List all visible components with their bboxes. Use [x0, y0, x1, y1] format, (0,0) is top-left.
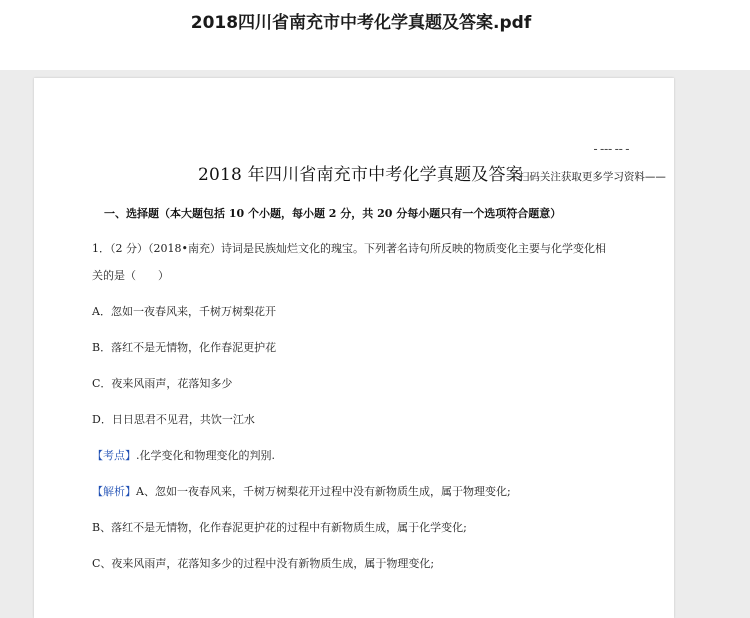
kaodian-text: .化学变化和物理变化的判别. [136, 449, 275, 462]
kaodian-line [92, 447, 652, 463]
question-stem-line-1: 1．（2 分）（2018•南充）诗词是民族灿烂文化的瑰宝。下列著名诗句所反映的物质变化主要与化学变化相 [92, 242, 606, 255]
jiexi-text-a: A、忽如一夜春风来，千树万树梨花开过程中没有新物质生成，属于物理变化; [136, 485, 511, 498]
option-a: A．忽如一夜春风来，千树万树梨花开 [92, 305, 276, 318]
option-b: B．落红不是无情物，化作春泥更护花 [92, 341, 277, 354]
jiexi-line-c: C、夜来风雨声，花落知多少的过程中没有新物质生成，属于物理变化; [92, 557, 435, 570]
document-title-row [198, 160, 674, 185]
document-page [34, 78, 674, 618]
corner-mark: ━ ━━━ ━━ ━ [594, 148, 630, 153]
jiexi-tag: 【解析】 [92, 485, 136, 498]
viewer-header [0, 0, 750, 70]
document-title: 2018 年四川省南充市中考化学真题及答案 [198, 165, 523, 185]
jiexi-line-a [92, 483, 652, 499]
file-title: 2018四川省南充市中考化学真题及答案.pdf [190, 13, 532, 33]
qr-note: 扫码关注获取更多学习资料—— [518, 171, 666, 183]
jiexi-line-b: B、落红不是无情物，化作春泥更护花的过程中有新物质生成，属于化学变化; [92, 521, 467, 534]
section-heading: 一、选择题（本大题包括 10 个小题，每小题 2 分，共 20 分每小题只有一个选项符合题意） [104, 207, 562, 220]
option-d: D．日日思君不见君，共饮一江水 [92, 413, 255, 426]
option-c: C．夜来风雨声，花落知多少 [92, 377, 233, 390]
kaodian-tag: 【考点】 [92, 449, 136, 462]
question-stem-line-2: 关的是（ ） [92, 269, 169, 282]
